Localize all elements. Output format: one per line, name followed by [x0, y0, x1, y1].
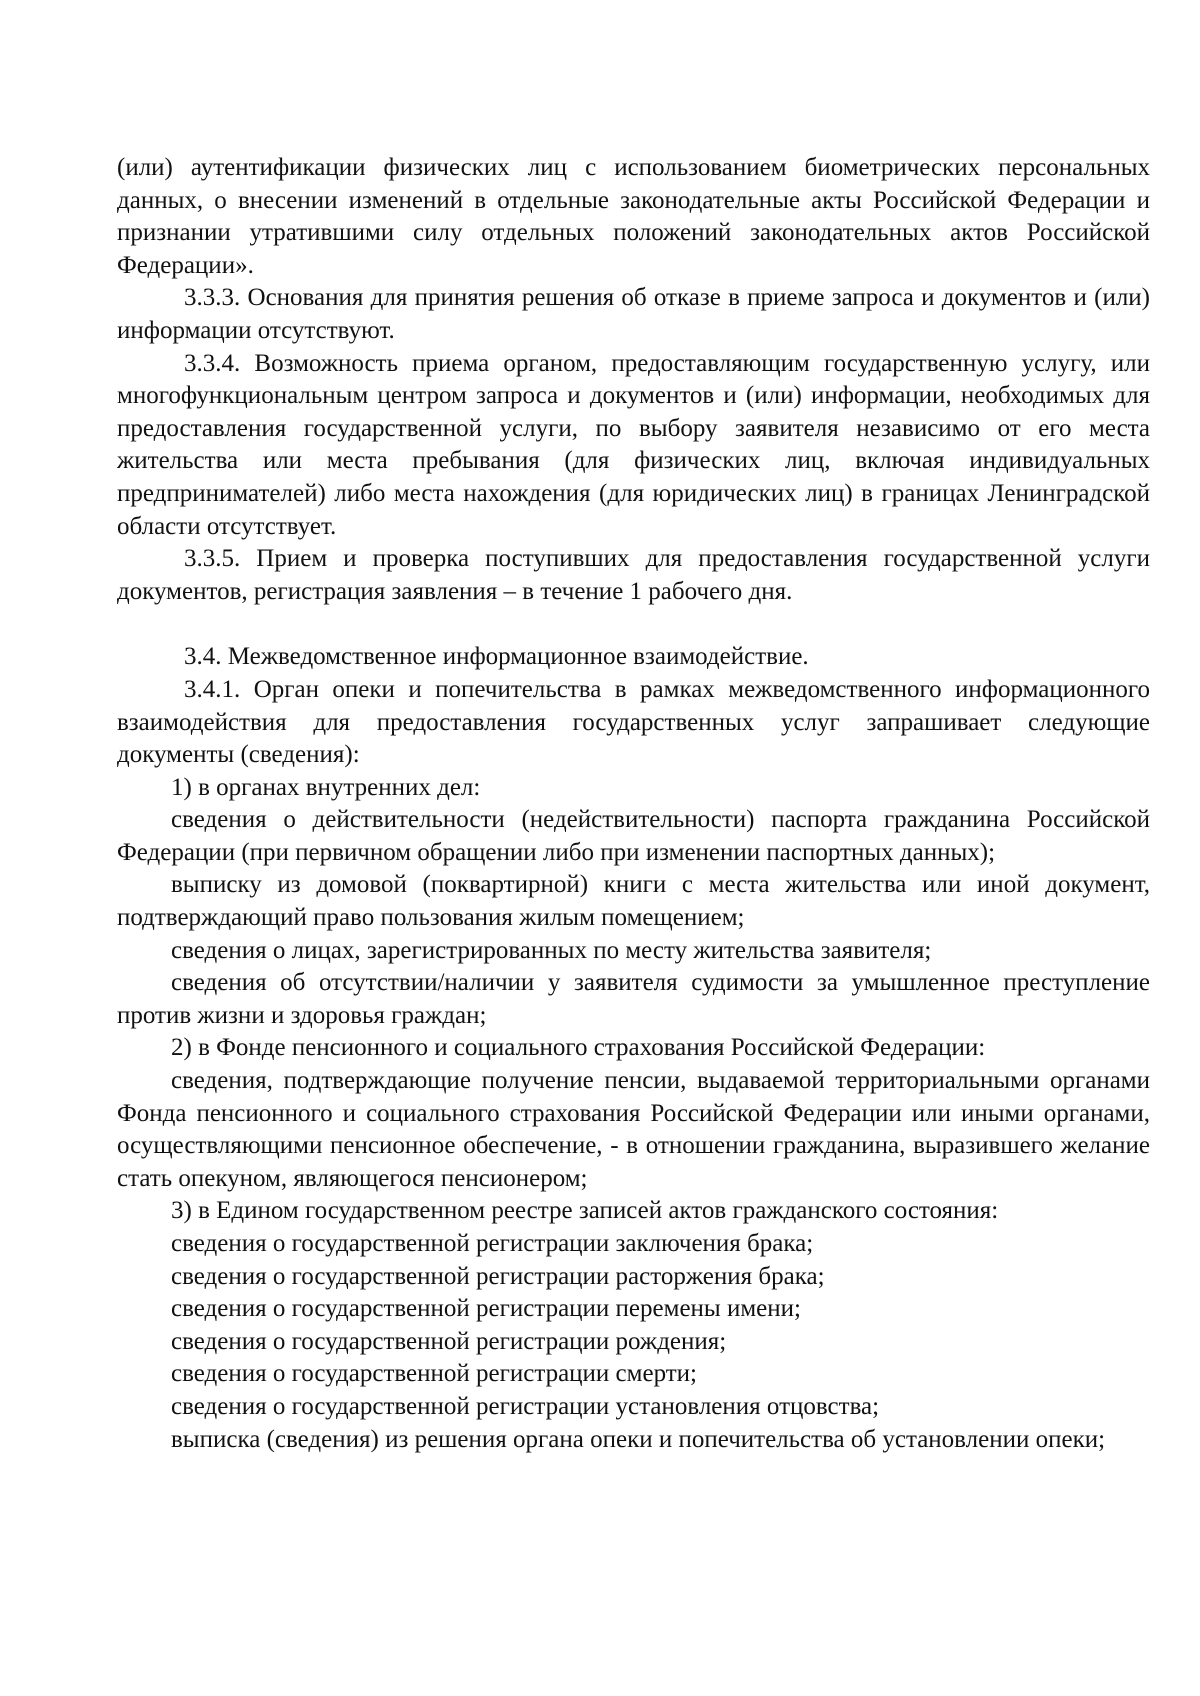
- paragraph-3-3-5: 3.3.5. Прием и проверка поступивших для предоставления государственной услуги документов, регистрация заявления – в течение 1 рабочего дня.: [117, 545, 1150, 605]
- list-item-marriage: сведения о государственной регистрации заключения брака;: [171, 1230, 814, 1257]
- section-heading-3-4: 3.4. Межведомственное информационное взаимодействие.: [184, 643, 809, 671]
- list-item-registered-persons: сведения о лицах, зарегистрированных по месту жительства заявителя;: [171, 936, 932, 964]
- list-item-passport-validity: сведения о действительности (недействительности) паспорта гражданина Российской Федерации (при первичном обращении либо при изменении паспортных данных);: [117, 806, 1150, 866]
- paragraph-3-3-3: 3.3.3. Основания для принятия решения об отказе в приеме запроса и документов и (или) информации отсутствуют.: [117, 284, 1150, 344]
- list-item-name-change: сведения о государственной регистрации перемены имени;: [171, 1295, 801, 1323]
- list-item-pension-fund: 2) в Фонде пенсионного и социального страхования Российской Федерации:: [171, 1034, 986, 1062]
- list-item-birth: сведения о государственной регистрации рождения;: [171, 1327, 727, 1355]
- paragraph-3-4-1: 3.4.1. Орган опеки и попечительства в рамках межведомственного информационного взаимодействия для предоставления государственных услуг запрашивает следующие документы (сведения):: [117, 675, 1150, 769]
- paragraph-continuation: (или) аутентификации физических лиц с использованием биометрических персональных данных, о внесении изменений в отдельные законодательные акты Российской Федерации и признании утратившими силу отдельных положений законодательных актов Российской Федерации».: [117, 154, 1150, 279]
- list-item-divorce: сведения о государственной регистрации расторжения брака;: [171, 1262, 825, 1290]
- document-page: [117, 152, 1150, 1456]
- list-item-paternity: сведения о государственной регистрации установления отцовства;: [171, 1392, 880, 1420]
- list-item-internal-affairs: 1) в органах внутренних дел:: [171, 773, 481, 801]
- paragraph-3-3-4: 3.3.4. Возможность приема органом, предоставляющим государственную услугу, или многофункциональным центром запроса и документов и (или) информации, необходимых для предоставления государственной услуги, по выбору заявителя независимо от его места жительства или места пребывания (для физических лиц, включая индивидуальных предпринимателей) либо места нахождения (для юридических лиц) в границах Ленинградской области отсутствует.: [117, 349, 1150, 540]
- list-item-criminal-record: сведения об отсутствии/наличии у заявителя судимости за умышленное преступление против жизни и здоровья граждан;: [117, 969, 1150, 1029]
- list-item-death: сведения о государственной регистрации смерти;: [171, 1360, 697, 1388]
- list-item-guardianship-decision: выписка (сведения) из решения органа опеки и попечительства об установлении опеки;: [171, 1425, 1106, 1453]
- list-item-house-book-extract: выписку из домовой (поквартирной) книги с места жительства или иной документ, подтверждающий право пользования жилым помещением;: [117, 871, 1150, 932]
- paragraph-gap: [117, 608, 1150, 641]
- list-item-civil-registry: 3) в Едином государственном реестре записей актов гражданского состояния:: [171, 1197, 999, 1225]
- list-item-pension-info: сведения, подтверждающие получение пенсии, выдаваемой территориальными органами Фонда пенсионного и социального страхования Российской Федерации или иными органами, осуществляющими пенсионное обеспечение, - в отношении гражданина, выразившего желание стать опекуном, являющегося пенсионером;: [117, 1067, 1150, 1192]
